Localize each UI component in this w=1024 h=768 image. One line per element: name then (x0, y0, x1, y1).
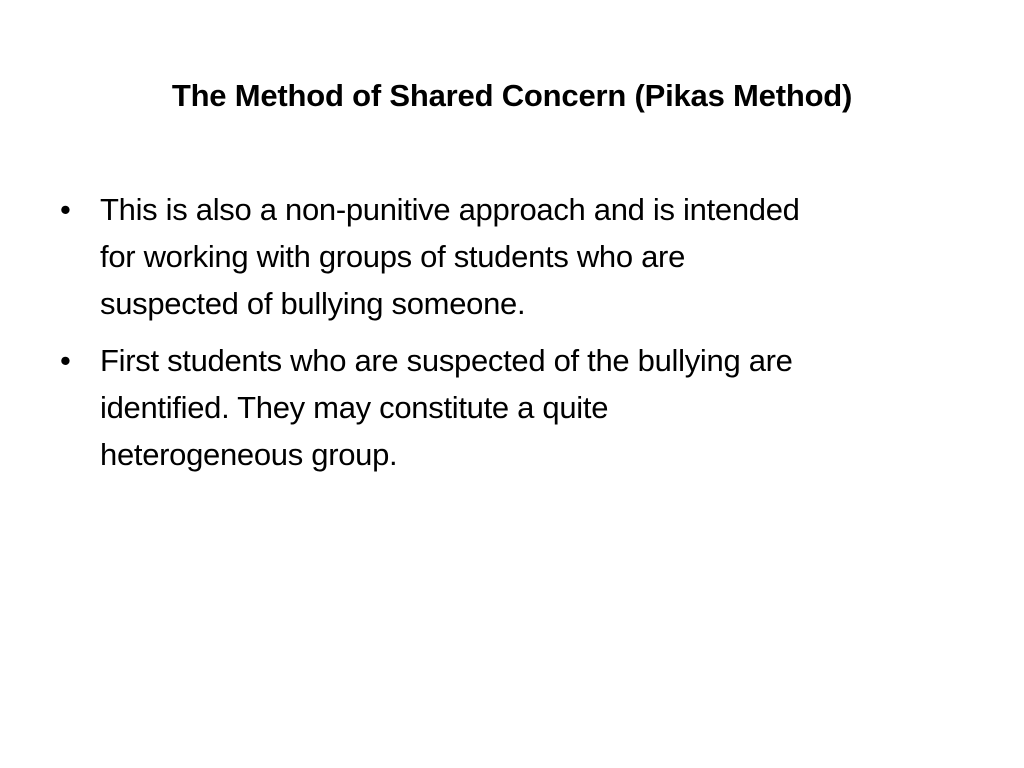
slide-title: The Method of Shared Concern (Pikas Method) (171, 78, 853, 113)
bullet-item (60, 337, 960, 478)
bullet-text-line: This is also a non-punitive approach and is intended (100, 192, 800, 227)
bullet-text-line: First students who are suspected of the bullying are (100, 343, 793, 378)
bullet-text-line: heterogeneous group. (100, 437, 398, 472)
bullet-marker: • (60, 343, 71, 378)
bullet-text-line: identified. They may constitute a quite (100, 390, 609, 425)
bullet-item (60, 186, 960, 327)
bullet-marker: • (60, 192, 71, 227)
bullet-text-line: suspected of bullying someone. (100, 286, 526, 321)
bullet-text-line: for working with groups of students who are (100, 239, 686, 274)
bullet-list (60, 186, 960, 488)
